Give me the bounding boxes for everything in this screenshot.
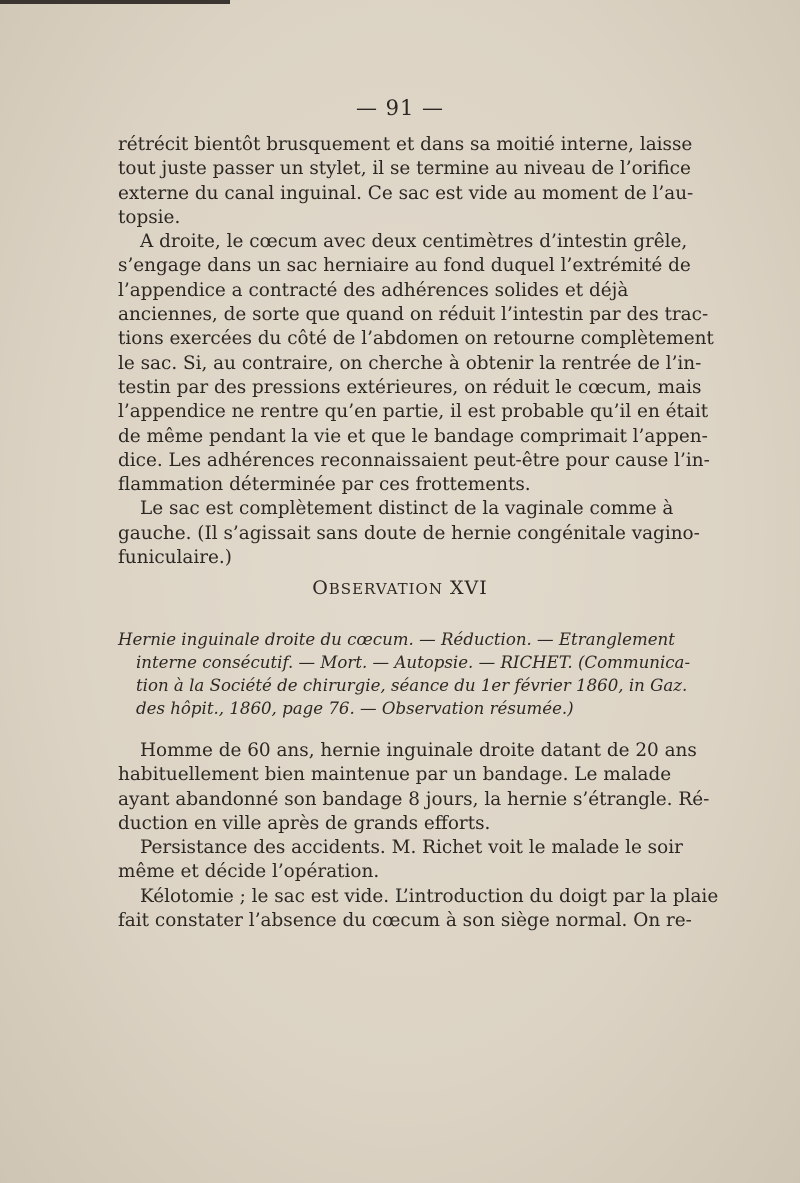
text-line: rétrécit bientôt brusquement et dans sa moitié interne, laisse [118,134,693,155]
scan-edge [0,0,230,4]
text-line: tout juste passer un stylet, il se termine au niveau de l’orifice [118,158,691,180]
subtitle-line: interne consécutif. — Mort. — Autopsie. — RICHET. (Communica- [136,653,691,672]
text-line: funiculaire.) [118,547,232,569]
text-line: externe du canal inguinal. Ce sac est vide au moment de l’au- [118,182,694,204]
text-line: même et décide l’opération. [118,861,380,883]
text-line: anciennes, de sorte que quand on réduit l’intestin par des trac- [118,304,709,326]
subtitle-line: tion à la Société de chirurgie, séance du 1er février 1860, in Gaz. [136,676,688,695]
page-number: — 91 — [355,96,445,120]
subtitle-line: Hernie inguinale droite du cœcum. — Réduction. — Etranglement [118,630,675,649]
paragraph-block-1 [118,133,714,570]
heading-initial: O [312,577,329,599]
text-line: topsie. [118,206,181,228]
text-line: s’engage dans un sac herniaire au fond duquel l’extrémité de [118,255,691,277]
text-line: dice. Les adhérences reconnaissaient peut-être pour cause l’in- [118,449,710,471]
observation-heading [0,577,800,599]
text-line: habituellement bien maintenue par un bandage. Le malade [118,764,672,786]
heading-smallcaps: BSERVATION [328,580,443,598]
text-line: de même pendant la vie et que le bandage comprimait l’appen- [118,425,708,447]
text-line: tions exercées du côté de l’abdomen on retourne complètement [118,328,714,350]
text-line: ayant abandonné son bandage 8 jours, la hernie s’étrangle. Ré- [118,788,710,810]
text-line: fait constater l’absence du cœcum à son siège normal. On re- [118,910,692,932]
text-line: l’appendice a contracté des adhérences solides et déjà [118,279,629,301]
text-line: Homme de 60 ans, hernie inguinale droite datant de 20 ans [140,740,697,761]
text-line: Le sac est complètement distinct de la vaginale comme à [140,498,674,520]
text-line: testin par des pressions extérieures, on réduit le cœcum, mais [118,376,702,398]
heading-numeral: XVI [450,577,488,599]
paragraph-block-2 [118,739,719,933]
text-line: A droite, le cœcum avec deux centimètres d’intestin grêle, [140,231,688,253]
subtitle-line: des hôpit., 1860, page 76. — Observation résumée.) [136,699,574,718]
text-line: flammation déterminée par ces frottements. [118,474,531,496]
text-line: Persistance des accidents. M. Richet voit le malade le soir [140,837,683,859]
text-line: gauche. (Il s’agissait sans doute de hernie congénitale vagino- [118,522,700,544]
text-line: duction en ville après de grands efforts. [118,812,491,834]
text-line: Kélotomie ; le sac est vide. L’introduction du doigt par la plaie [140,885,719,907]
text-line: le sac. Si, au contraire, on cherche à obtenir la rentrée de l’in- [118,352,702,374]
text-line: l’appendice ne rentre qu’en partie, il est probable qu’il en était [118,401,709,423]
observation-subtitle [118,628,691,720]
